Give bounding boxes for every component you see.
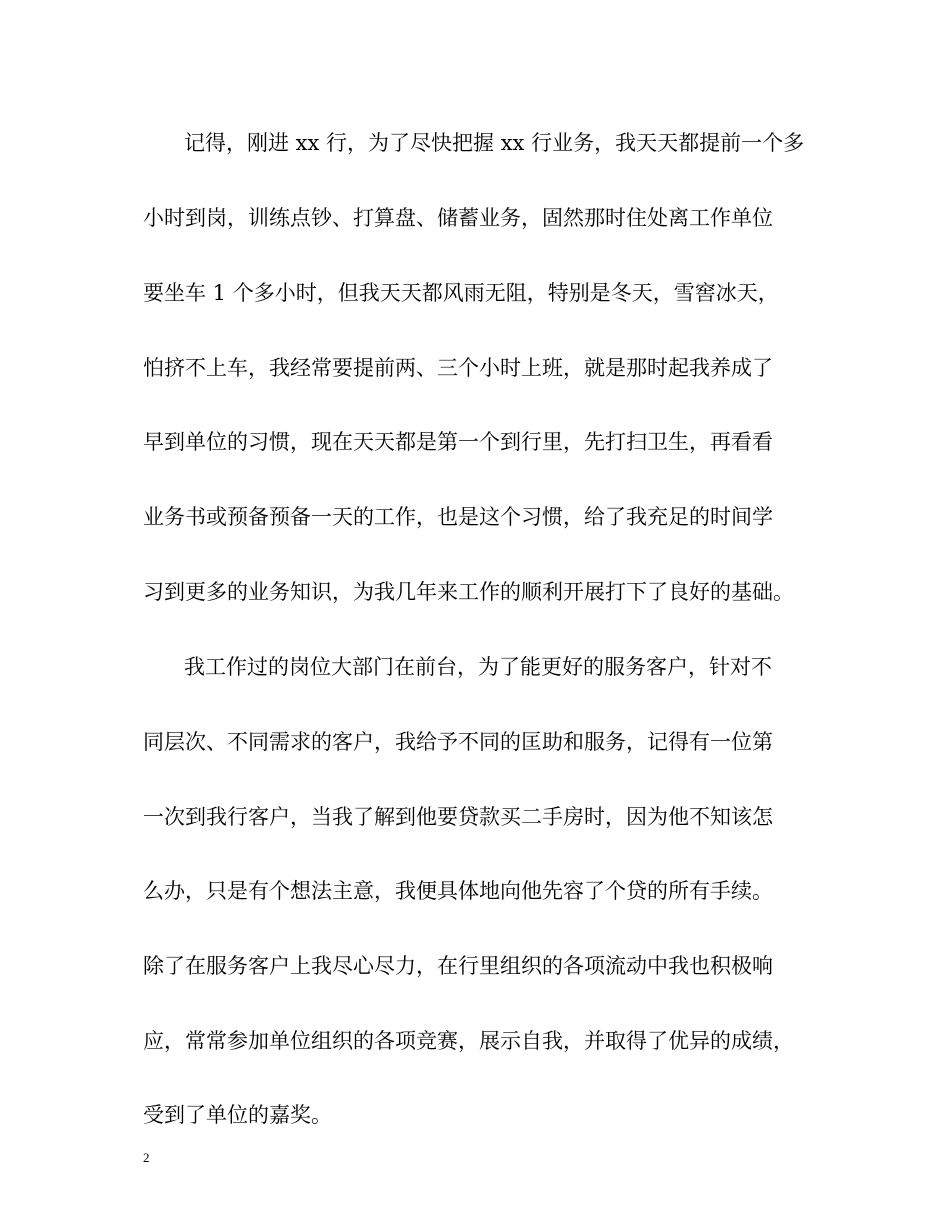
paragraph-1-line-6: 业务书或预备预备一天的工作，也是这个习惯，给了我充足的时间学	[143, 505, 773, 529]
paragraph-2-line-7: 受到了单位的嘉奖。	[143, 1103, 332, 1127]
paragraph-2-line-5: 除了在服务客户上我尽心尽力，在行里组织的各项流动中我也积极响	[143, 954, 773, 978]
paragraph-2-line-3: 一次到我行客户，当我了解到他要贷款买二手房时，因为他不知该怎	[143, 805, 773, 829]
paragraph-2-line-1: 我工作过的岗位大部门在前台，为了能更好的服务客户，针对不	[184, 655, 772, 679]
paragraph-1-line-2: 小时到岗，训练点钞、打算盘、储蓄业务，固然那时住处离工作单位	[143, 206, 773, 230]
paragraph-2-line-6: 应，常常参加单位组织的各项竞赛，展示自我，并取得了优异的成绩，	[143, 1029, 794, 1053]
paragraph-2-line-4: 么办，只是有个想法主意，我便具体地向他先容了个贷的所有手续。	[143, 879, 773, 903]
paragraph-2-line-2: 同层次、不同需求的客户，我给予不同的匡助和服务，记得有一位第	[143, 730, 773, 754]
paragraph-1-line-7: 习到更多的业务知识，为我几年来工作的顺利开展打下了良好的基础。	[143, 580, 794, 604]
paragraph-1-line-5: 早到单位的习惯，现在天天都是第一个到行里，先打扫卫生，再看看	[143, 430, 773, 454]
paragraph-1-line-4: 怕挤不上车，我经常要提前两、三个小时上班，就是那时起我养成了	[143, 356, 773, 380]
paragraph-1-line-3: 要坐车 1 个多小时，但我天天都风雨无阻，特别是冬天，雪窖冰天，	[143, 281, 779, 305]
page-number: 2	[143, 1150, 150, 1165]
paragraph-1-line-1: 记得，刚进 xx 行，为了尽快把握 xx 行业务，我天天都提前一个多	[184, 131, 805, 155]
